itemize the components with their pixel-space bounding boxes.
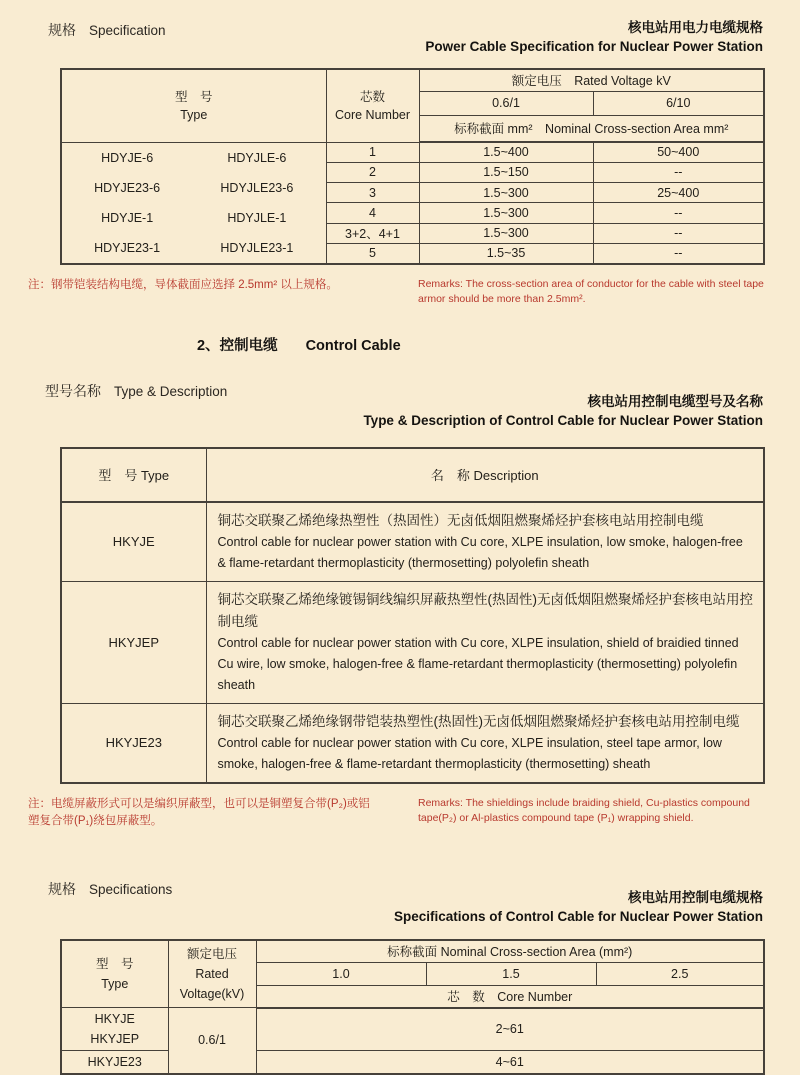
control-cable-spec-table	[60, 939, 765, 1075]
core-number-cell: 3	[326, 183, 419, 203]
description-cell: 铜芯交联聚乙烯绝缘热塑性（热固性）无卤低烟阻燃聚烯烃护套核电站用控制电缆 Control cable for nuclear power station with Cu core, XLPE insulation, low smoke, halogen-free & flame-retardant thermoplasticity (thermosetting) polyolefin sheath	[206, 502, 764, 582]
cross-section-cell: 1.5~300	[419, 203, 593, 223]
type-models-right: HDYJLE-6 HDYJLE23-6 HDYJLE-1 HDYJLE23-1	[220, 150, 294, 255]
type-cell: HKYJE23	[61, 703, 206, 783]
type-models-cell	[61, 142, 326, 264]
cross-section-cell: --	[593, 243, 764, 263]
cross-section-cell: 1.5~150	[419, 162, 593, 182]
table-header-row	[61, 448, 764, 502]
section3-title-en: Specifications of Control Cable for Nuclear Power Station	[393, 908, 763, 924]
cross-section-header: 标称截面 Nominal Cross-section Area (mm²)	[256, 940, 764, 963]
cross-section-cell: --	[593, 162, 764, 182]
section1-heading	[48, 18, 166, 40]
core-number-cell: 2~61	[256, 1008, 764, 1051]
table-header-row	[61, 940, 764, 963]
cross-section-cell: 1.5~300	[419, 223, 593, 243]
core-number-cell: 3+2、4+1	[326, 223, 419, 243]
section2-title-en: Type & Description of Control Cable for Nuclear Power Station	[363, 412, 763, 428]
section2-header	[45, 379, 763, 431]
table-row	[61, 1008, 764, 1051]
cross-section-header: 标称截面 mm² Nominal Cross-section Area mm²	[419, 115, 764, 142]
section1-title-zh: 核电站用电力电缆规格	[628, 20, 763, 35]
section1-title-en: Power Cable Specification for Nuclear Power Station	[425, 39, 763, 54]
section2-title	[363, 392, 763, 431]
cross-section-cell: 1.5~35	[419, 243, 593, 263]
core-number-cell: 4	[326, 203, 419, 223]
section3-title	[394, 888, 763, 927]
section3-heading-zh: 规格	[48, 880, 76, 897]
core-number-cell: 4~61	[256, 1051, 764, 1074]
note-1	[28, 277, 770, 308]
size-1.0-header: 1.0	[256, 963, 426, 986]
cross-section-cell: 1.5~300	[419, 183, 593, 203]
type-cell: HKYJE23	[61, 1051, 168, 1074]
table-row	[61, 703, 764, 783]
section1-header	[48, 18, 763, 57]
section3-title-zh: 核电站用控制电缆规格	[628, 889, 763, 905]
size-2.5-header: 2.5	[596, 963, 764, 986]
cross-section-cell: 25~400	[593, 183, 764, 203]
note-2	[28, 796, 770, 830]
core-number-cell: 5	[326, 243, 419, 263]
type-cell: HKYJE	[61, 502, 206, 582]
core-number-cell: 2	[326, 162, 419, 182]
type-column-header: 型 号 Type	[61, 940, 168, 1008]
table-row	[61, 142, 764, 162]
section2-heading	[45, 379, 227, 401]
control-cable-type-table	[60, 447, 765, 784]
type-column-header: 型 号 Type	[61, 69, 326, 142]
type-models-left: HDYJE-6 HDYJE23-6 HDYJE-1 HDYJE23-1	[94, 150, 161, 255]
description-cell: 铜芯交联聚乙烯绝缘镀锡铜线编织屏蔽热塑性(热固性)无卤低烟阻燃聚烯烃护套核电站用控制电缆 Control cable for nuclear power station with Cu core, XLPE insulation, shield of braidied tinned Cu wire, low smoke, halogen-free & flame-retardant thermoplasticity (thermosetting) polyolefin sheath	[206, 581, 764, 703]
voltage-6-10-header: 6/10	[593, 91, 764, 115]
note-2-zh: 注：电缆屏蔽形式可以是编织屏蔽型，也可以是铜塑复合带(P₂)或铝塑复合带(P₁)绕包屏蔽型。	[28, 797, 370, 827]
control-cable-heading-zh: 2、控制电缆	[197, 337, 278, 354]
section1-title	[425, 18, 763, 57]
voltage-0.6-1-header: 0.6/1	[419, 91, 593, 115]
type-cell: HKYJE HKYJEP	[61, 1008, 168, 1051]
core-number-header: 芯 数 Core Number	[256, 986, 764, 1008]
table-row	[61, 581, 764, 703]
type-cell: HKYJEP	[61, 581, 206, 703]
note-2-en: Remarks: The shieldings include braiding shield, Cu-plastics compound tape(P₂) or Al-plastics compound tape (P₁) wrapping shield.	[418, 796, 750, 824]
table-row	[61, 502, 764, 582]
table-row	[61, 1051, 764, 1074]
control-cable-heading	[197, 334, 800, 355]
cross-section-cell: --	[593, 223, 764, 243]
control-cable-heading-en: Control Cable	[305, 337, 401, 354]
section1-heading-zh: 规格	[48, 22, 76, 38]
cross-section-cell: --	[593, 203, 764, 223]
section3-heading-en: Specifications	[89, 881, 173, 897]
core-number-cell: 1	[326, 142, 419, 162]
cross-section-cell: 1.5~400	[419, 142, 593, 162]
section2-heading-en: Type & Description	[114, 383, 228, 399]
core-number-column-header: 芯数 Core Number	[326, 69, 419, 142]
section3-heading	[48, 877, 172, 899]
rated-voltage-header: 额定电压 Rated Voltage kV	[419, 69, 764, 91]
rated-voltage-column-header: 额定电压 Rated Voltage(kV)	[168, 940, 256, 1008]
note-1-zh: 注：钢带铠装结构电缆，导体截面应选择 2.5mm² 以上规格。	[28, 278, 338, 291]
section2-title-zh: 核电站用控制电缆型号及名称	[587, 393, 763, 409]
rated-voltage-cell: 0.6/1	[168, 1008, 256, 1074]
table-header-row	[61, 69, 764, 91]
section1-heading-en: Specification	[89, 23, 166, 38]
cross-section-cell: 50~400	[593, 142, 764, 162]
type-column-header: 型 号 Type	[61, 448, 206, 502]
section2-heading-zh: 型号名称	[45, 382, 101, 399]
power-cable-spec-table	[60, 68, 765, 265]
note-1-en: Remarks: The cross-section area of conductor for the cable with steel tape armor should be more than 2.5mm².	[418, 277, 764, 305]
description-cell: 铜芯交联聚乙烯绝缘钢带铠装热塑性(热固性)无卤低烟阻燃聚烯烃护套核电站用控制电缆 Control cable for nuclear power station with Cu core, XLPE insulation, steel tape armor, low smoke, halogen-free & flame-retardant thermoplasticity (thermosetting) sheath	[206, 703, 764, 783]
section3-header	[48, 877, 763, 927]
description-column-header: 名 称 Description	[206, 448, 764, 502]
size-1.5-header: 1.5	[426, 963, 596, 986]
